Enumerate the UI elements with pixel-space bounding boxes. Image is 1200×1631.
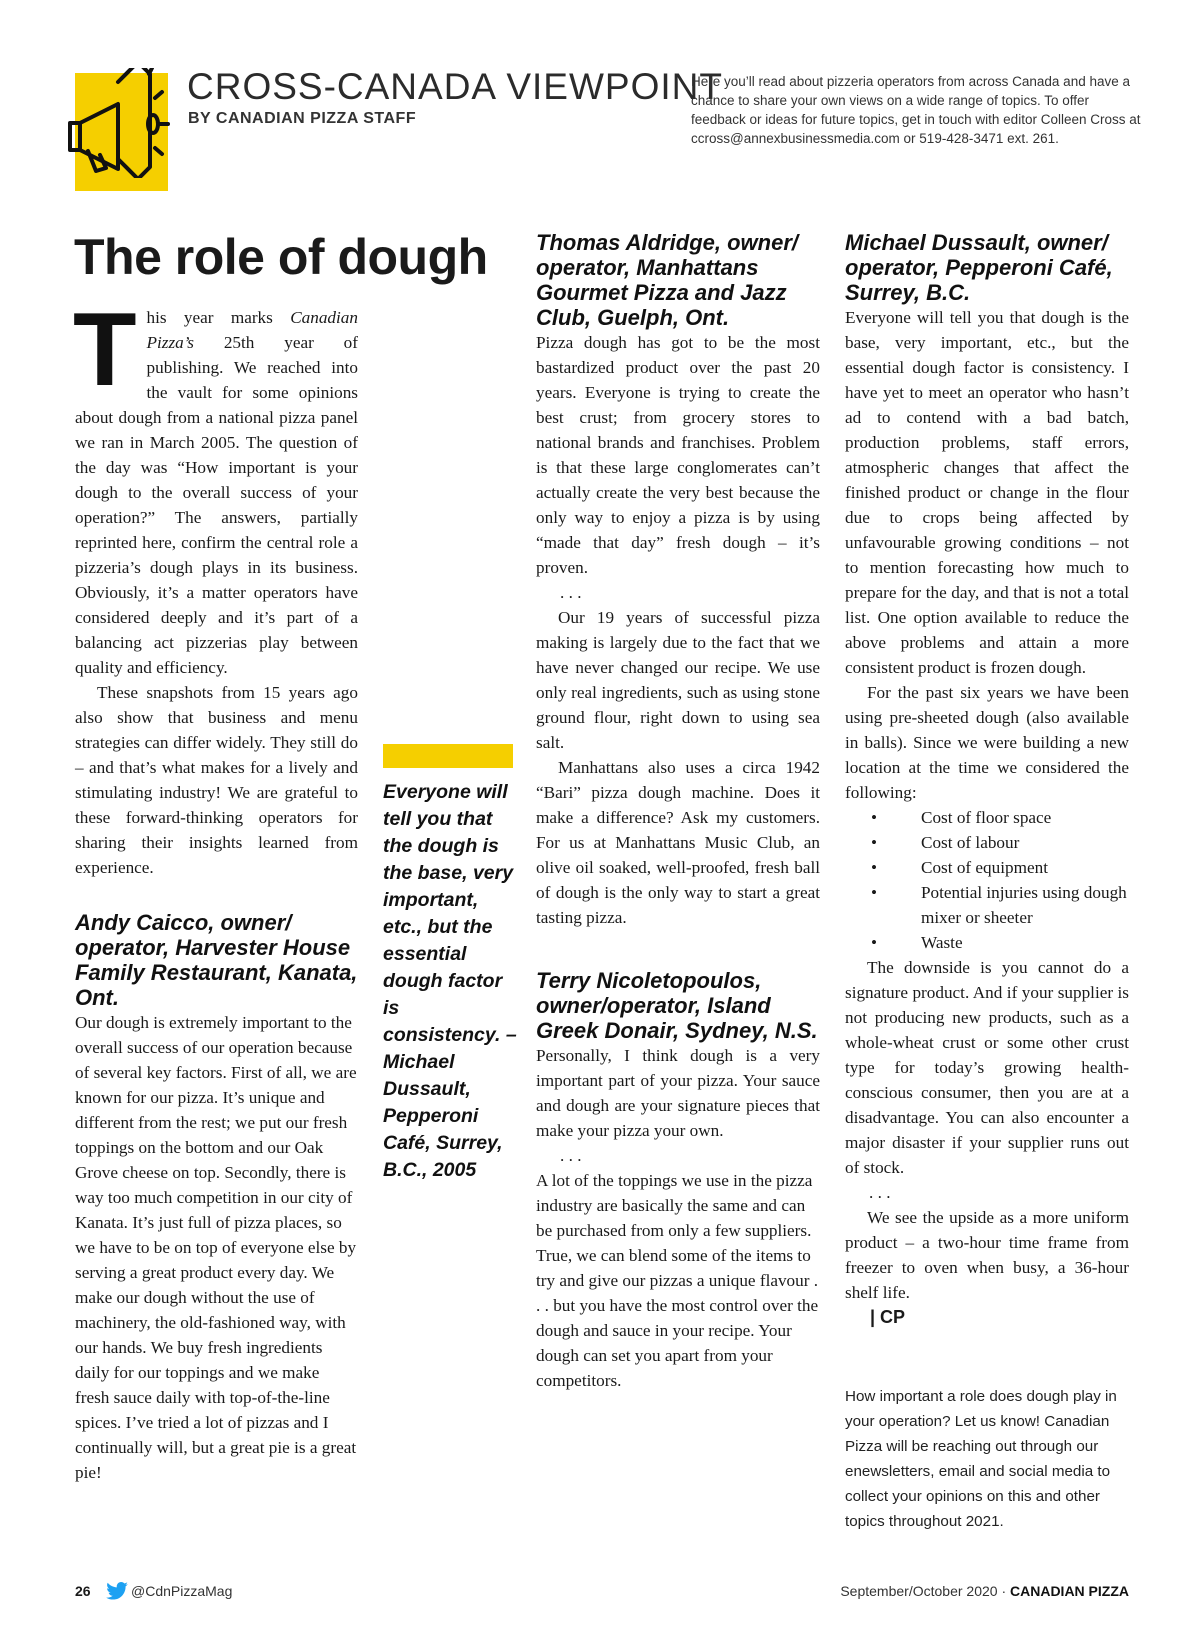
andy-heading: Andy Caicco, owner/ operator, Harvester House Family Restaurant, Kanata, Ont. [75,910,358,1010]
bullet-item [845,930,1129,955]
bullet-text: Cost of equipment [921,858,1048,877]
bullet-mark: • [871,808,878,827]
lede-italic-title: Canadian Pizza’s [146,308,358,352]
thomas-paragraph-2: Our 19 years of successful pizza making is largely due to the fact that we have never changed our recipe. We use only real ingredients, such as using stone ground flour, right down to using sea salt. [536,608,820,752]
michael-paragraph-1: Everyone will tell you that dough is the base, very important, etc., but the essential dough factor is consistency. I have yet to meet an operator who hasn’t ad to contend with a bad batch, production problems, staff errors, atmospheric changes that affect the finished product or change in the flour due to crops being affected by unfavourable growing conditions – not to mention forecasting how much to prepare for the day, and that is not a total list. One option available to reduce the above problems and attain a more consistent product is frozen dough. [845,308,1129,677]
bullet-item [845,830,1129,855]
andy-body: Our dough is extremely important to the overall success of our operation because of several key factors. First of all, we are known for our pizza. It’s unique and different from the rest; we put our fresh toppings on the bottom and our Oak Grove cheese on top. Secondly, there is way too much competition in our city of Kanata. It’s just full of pizza places, so we have to be on top of everyone else by serving a great product every day. We make our dough without the use of machinery, the old-fashioned way, with our hands. We buy fresh ingredients daily for our toppings and we make fresh sauce daily with top-of-the-line spices. I’ve tried a lot of pizzas and I continually will, but a great pie is a great pie! [75,1013,357,1482]
column-3 [845,230,1129,1330]
magazine-name: CANADIAN PIZZA [1010,1583,1129,1599]
column-1 [73,292,358,1485]
terry-ellipsis: . . . [560,1146,582,1165]
twitter-handle[interactable]: @CdnPizzaMag [131,1583,233,1599]
michael-paragraph-4: We see the upside as a more uniform product – a two-hour time frame from freezer to oven when busy, a 36-hour shelf life. [845,1208,1129,1302]
pull-quote: Everyone will tell you that the dough is the base, very important, etc., but the essential dough factor is consistency. –Michael Dussault, Pepperoni Café, Surrey, B.C., 2005 [383,781,517,1181]
terry-paragraph-1: Personally, I think dough is a very important part of your pizza. Your sauce and dough are your signature pieces that make your pizza your own. [536,1046,820,1140]
byline: BY CANADIAN PIZZA STAFF [188,110,417,127]
article-headline: The role of dough [74,229,488,285]
bullet-mark: • [871,833,878,852]
bullet-mark: • [871,858,878,877]
intro-blurb: Here you’ll read about pizzeria operators from across Canada and have a chance to share your own views on a wide range of topics. To offer feedback or ideas for future topics, get in touch with editor Colleen Cross at ccross@annexbusinessmedia.com or 519-428-3471 ext. 261. [691,74,1141,146]
thomas-paragraph-1: Pizza dough has got to be the most bastardized product over the past 20 years. Everyone is trying to create the best crust; from grocery stores to national brands and franchises. Problem is that these large conglomerates can’t actually create the very best because the only way to enjoy a pizza is by using “made that day” fresh dough – it’s proven. [536,333,820,577]
lede-paragraph-1 [73,292,358,680]
twitter-bird-icon [106,1582,128,1600]
bullet-mark: • [871,883,878,902]
lede-text-a: his year marks [146,308,291,327]
page-number: 26 [75,1583,91,1599]
terry-paragraph-2: A lot of the toppings we use in the pizza industry are basically the same and can be purchased from only a few suppliers. True, we can blend some of the items to try and give our pizzas a unique flavour . . . but you have the most control over the dough and sauce in your recipe. Your dough can set you apart from your competitors. [536,1171,819,1390]
michael-paragraph-2: For the past six years we have been using pre-sheeted dough (also available in balls). Since we were building a new location at the time we considered the following: [845,683,1129,802]
issue-date: September/October 2020 · [840,1583,1010,1599]
terry-heading: Terry Nicoletopoulos, owner/operator, Island Greek Donair, Sydney, N.S. [536,968,818,1043]
michael-heading: Michael Dussault, owner/ operator, Pepperoni Café, Surrey, B.C. [845,230,1113,305]
bullet-text: Cost of labour [921,833,1020,852]
thomas-paragraph-3: Manhattans also uses a circa 1942 “Bari” pizza dough machine. Does it make a difference? Ask my customers. For us at Manhattans Music Club, an olive oil soaked, well-proofed, fresh ball of dough is the only way to start a great tasting pizza. [536,758,820,927]
column-2 [536,230,820,1393]
bullet-item [845,855,1129,880]
pull-quote-bar [383,744,513,768]
drop-cap: T [73,292,137,408]
thomas-heading: Thomas Aldridge, owner/ operator, Manhattans Gourmet Pizza and Jazz Club, Guelph, Ont. [536,230,798,330]
bullet-text: Waste [921,933,963,952]
bullet-text: Potential injuries using dough mixer or sheeter [921,883,1127,927]
bullet-item [845,880,1129,930]
lede-paragraph-2: These snapshots from 15 years ago also show that business and menu strategies can differ widely. They still do – and that’s what makes for a lively and stimulating industry! We are grateful to these forward-thinking operators for sharing their insights learned from experience. [75,683,358,877]
issue-line [840,1583,1129,1599]
thomas-ellipsis: . . . [560,583,582,602]
michael-paragraph-3: The downside is you cannot do a signature product. And if your supplier is not producing new products, such as a whole-wheat crust or some other crust type for today’s growing health-conscious consumer, then you are at a disadvantage. You can also encounter a major disaster if your supplier runs out of stock. [845,958,1129,1177]
bullet-item [845,805,1129,830]
call-to-action: How important a role does dough play in your operation? Let us know! Canadian Pizza will be reaching out through our enewsletters, email and social media to collect your opinions on this and other topics throughout 2021. [845,1388,1117,1530]
bullet-text: Cost of floor space [921,808,1052,827]
section-kicker: CROSS-CANADA VIEWPOINT [187,66,723,107]
michael-ellipsis: . . . [869,1183,891,1202]
megaphone-icon [52,68,172,178]
lede-text-b: 25th year of publishing. We reached into the vault for some opinions about dough from a national pizza panel we ran in March 2005. The question of the day was “How important is your dough to the overall success of your operation?” The answers, partially reprinted here, confirm the central role a pizzeria’s dough plays in its business. Obviously, it’s a matter operators have considered deeply and it’s part of a balancing act pizzerias play between quality and efficiency. [75,333,358,677]
end-mark: | CP [870,1307,906,1327]
bullet-mark: • [871,933,878,952]
